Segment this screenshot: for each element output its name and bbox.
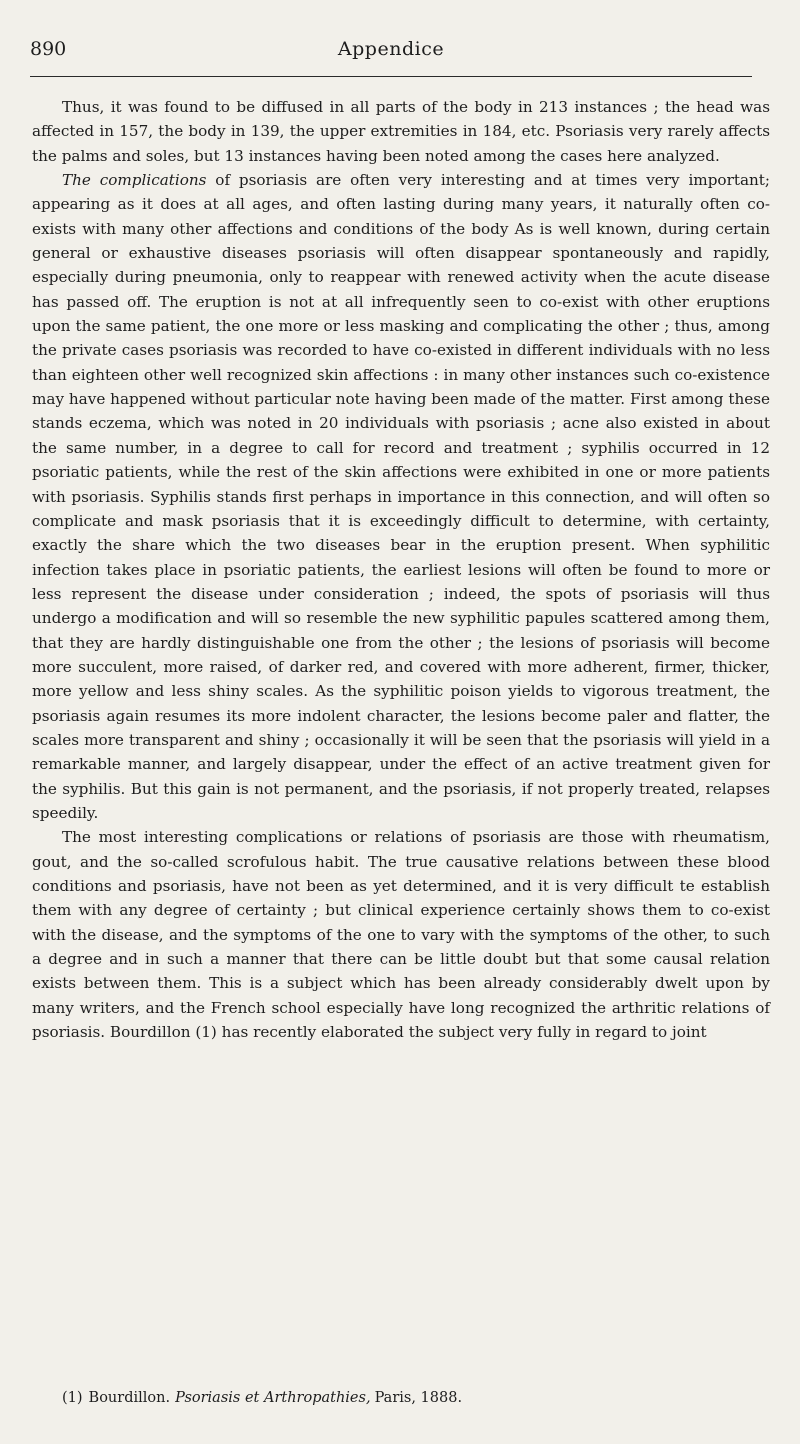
paragraph-2-rest: of psoriasis are often very interesting and at times very important; appearing as it does at all ages, and often lasting during many years, it naturally often co-exists with many other affections and conditions of the body As is well known, during certain general or exhaustive diseases psoriasis will often disappear spontaneously and rapidly, especially during pneumonia, only to reappear with renewed activity when the acute disease has passed off. The eruption is not at all infrequently seen to co-exist with other eruptions upon the same patient, the one more or less masking and complicating the other ; thus, among the private cases psoriasis was recorded to have co-existed in different individuals with no less than eighteen other well recognized skin affections : in many other instances such co-existence may have happened without particular note having been made of the matter. First among these stands eczema, which was noted in 20 individuals with psoriasis ; acne also existed in about the same number, in a degree to call for record and treatment ; syphilis occurred in 12 psoriatic patients, while the rest of the skin affections were exhibited in one or more patients with psoriasis. Syphilis stands first perhaps in importance in this connection, and will often so complicate and mask psoriasis that it is exceedingly difficult to determine, with certainty, exactly the share which the two diseases bear in the eruption present. When syphilitic infection takes place in psoriatic patients, the earliest lesions will often be found to more or less represent the disease under consideration ; indeed, the spots of psoriasis will thus undergo a modification and will so resemble the new syphilitic papules scattered among them, that they are hardly distinguishable one from the other ; the lesions of psoriasis will become more succulent, more raised, of darker red, and covered with more adherent, firmer, thicker, more yellow and less shiny scales. As the syphilitic poison yields to vigorous treatment, the psoriasis again resumes its more indolent character, the lesions become paler and flatter, the scales more transparent and shiny ; occasionally it will be seen that the psoriasis will yield in a remarkable manner, and largely disappear, under the effect of an active treatment given for the syphilis. But this gain is not permanent, and the psoriasis, if not properly treated, relapses speedily. xyxy=(32,171,770,822)
footnote-title: Psoriasis et Arthropathies, xyxy=(175,1390,371,1406)
paragraph-3: The most interesting complications or relations of psoriasis are those with rheumatism, gout, and the so-called scrofulous habit. The true causative relations between these blood conditions and psoriasis, have not been as yet determined, and it is very difficult te establish them with any degree of certainty ; but clinical experience certainly shows them to co-exist with the disease, and the symptoms of the one to vary with the symptoms of the other, to such a degree and in such a manner that there can be little doubt but that some causal relation exists between them. This is a subject which has been already considerably dwelt upon by many writers, and the French school especially have long recognized the arthritic relations of psoriasis. Bourdillon (1) has recently elaborated the subject very fully in regard to joint xyxy=(32,828,770,1042)
header-rule xyxy=(30,76,752,77)
footnote xyxy=(62,1388,752,1408)
footnote-author: Bourdillon. xyxy=(88,1390,171,1406)
running-head: Appendice xyxy=(337,38,445,60)
footnote-place-year: Paris, 1888. xyxy=(374,1390,463,1406)
page-header xyxy=(30,38,752,68)
paragraph-2-italic-lead: The complications xyxy=(62,171,207,190)
paragraph-1: Thus, it was found to be diffused in all parts of the body in 213 instances ; the head was affected in 157, the body in 139, the upper extremities in 184, etc. Psoriasis very rarely affects the palms and soles, but 13 instances having been noted among the cases here analyzed. xyxy=(32,98,770,165)
footnote-marker: (1) xyxy=(62,1390,83,1406)
page-number: 890 xyxy=(30,38,67,60)
body-text xyxy=(32,95,770,1044)
paragraph-2 xyxy=(32,168,770,825)
